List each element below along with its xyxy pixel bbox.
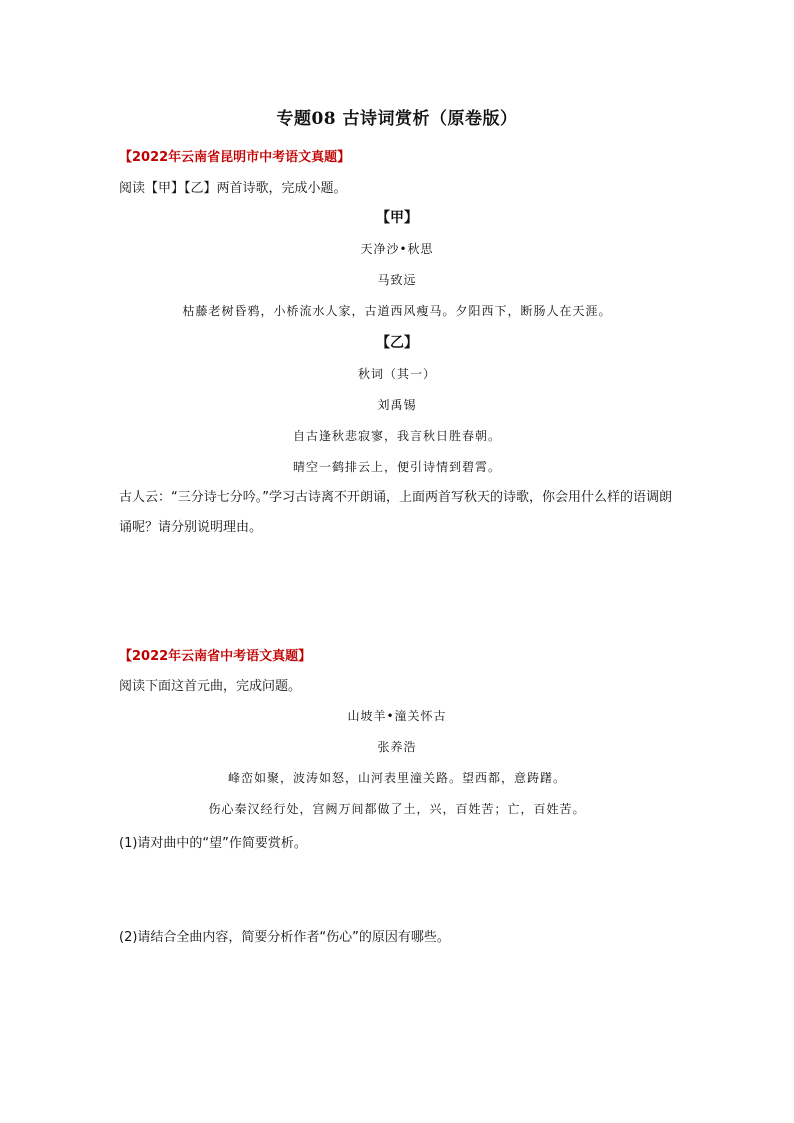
poem-line: 枯藤老树昏鸦，小桥流水人家，古道西风瘦马。夕阳西下，断肠人在天涯。 [182, 304, 612, 318]
poem-label-jia: 【甲】 [376, 210, 418, 226]
instruction-text: 阅读【甲】【乙】两首诗歌，完成小题。 [119, 181, 347, 196]
poem-author: 张养浩 [377, 740, 417, 754]
poem-author: 马致远 [377, 273, 417, 287]
poem-line: 自古逢秋悲寂寥，我言秋日胜春朝。 [292, 429, 501, 443]
page-title: 专题08 古诗词赏析（原卷版） [276, 109, 518, 129]
poem-label-yi: 【乙】 [376, 335, 418, 351]
question-text: 古人云：“三分诗七分吟。”学习古诗离不开朗诵，上面两首写秋天的诗歌，你会用什么样的语调朗诵呢？请分别说明理由。 [119, 490, 672, 535]
poem-line: 峰峦如聚，波涛如怒，山河表里潼关路。望西都，意踌躇。 [227, 771, 566, 785]
poem-author: 刘禹锡 [377, 398, 417, 412]
poem-line: 伤心秦汉经行处，宫阙万间都做了土，兴，百姓苦；亡，百姓苦。 [208, 802, 586, 816]
instruction-text: 阅读下面这首元曲，完成问题。 [119, 679, 302, 694]
poem-title: 山坡羊•潼关怀古 [347, 709, 447, 723]
source-label-yunnan: 【2022年云南省中考语文真题】 [119, 649, 312, 664]
poem-title: 天净沙•秋思 [360, 242, 434, 256]
source-label-kunming: 【2022年云南省昆明市中考语文真题】 [119, 150, 351, 165]
poem-line: 晴空一鹤排云上，便引诗情到碧霄。 [292, 460, 501, 474]
question-item: (1)请对曲中的“望”作简要赏析。 [119, 836, 307, 851]
question-item: (2)请结合全曲内容，简要分析作者“伤心”的原因有哪些。 [119, 930, 450, 945]
poem-title: 秋词（其一） [357, 367, 436, 381]
